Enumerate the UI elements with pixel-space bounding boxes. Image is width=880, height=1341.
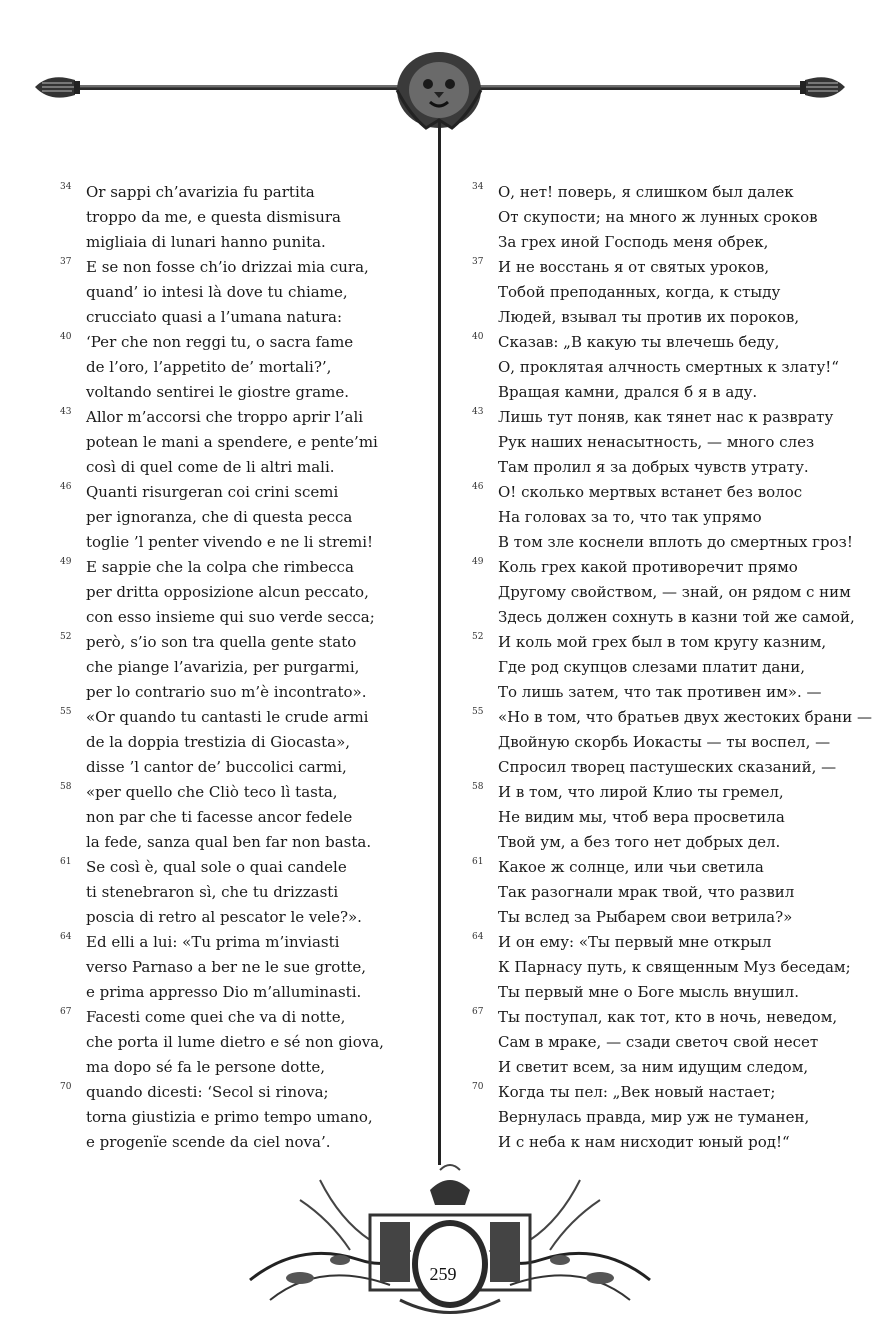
verse-line: Рук наших ненасытность, — много слез	[498, 433, 815, 451]
verse-line: ‘Per che non reggi tu, o sacra fame	[86, 333, 354, 351]
verse-line: Другому свойством, — знай, он рядом с ним	[498, 583, 851, 601]
verse-number: 61	[472, 857, 484, 867]
verse-line: migliaia di lunari hanno punita.	[86, 233, 326, 251]
verse-line: quand’ io intesi là dove tu chiame,	[86, 283, 348, 301]
verse-line: Facesti come quei che va di notte,	[86, 1008, 346, 1026]
italian-text-column	[60, 180, 420, 1155]
verse-line: de l’oro, l’appetito de’ mortali?’,	[86, 358, 332, 376]
verse-line: Твой ум, а без того нет добрых дел.	[498, 833, 781, 851]
verse-number: 49	[472, 557, 484, 567]
pinecone-finial-left-icon	[35, 77, 80, 97]
verse-line: ti stenebraron sì, che tu drizzasti	[86, 883, 339, 901]
stanza	[60, 480, 420, 555]
verse-line: E sappie che la colpa che rimbecca	[86, 558, 354, 576]
stanza	[472, 555, 855, 630]
stanza	[60, 330, 420, 405]
verse-number: 55	[472, 707, 484, 717]
verse-line: la fede, sanza qual ben far non basta.	[86, 833, 372, 851]
verse-line: ma dopo sé fa le persone dotte,	[86, 1058, 326, 1076]
verse-line: «per quello che Cliò teco lì tasta,	[86, 783, 338, 801]
verse-line: voltando sentirei le giostre grame.	[86, 383, 350, 401]
lion-mask-icon	[397, 52, 481, 128]
urn-icon	[430, 1165, 470, 1205]
verse-line: Ты первый мне о Боге мысль внушил.	[498, 983, 799, 1001]
verse-number: 52	[60, 632, 72, 642]
verse-number: 70	[472, 1082, 484, 1092]
pinecone-finial-right-icon	[800, 77, 845, 97]
verse-line: che piange l’avarizia, per purgarmi,	[86, 658, 360, 676]
stanza	[472, 780, 852, 855]
footer-cartouche-ornament	[240, 1160, 660, 1330]
stanza	[472, 180, 852, 255]
verse-line: Вернулась правда, мир уж не туманен,	[498, 1108, 810, 1126]
verse-line: На головах за то, что так упрямо	[498, 508, 762, 526]
stanza	[472, 405, 852, 480]
stanza	[60, 180, 420, 255]
verse-number: 43	[60, 407, 72, 417]
verse-line: potean le mani a spendere, e pente’mi	[86, 433, 378, 451]
stanza	[472, 330, 852, 405]
verse-line: И светит всем, за ним идущим следом,	[498, 1058, 809, 1076]
verse-line: Сам в мраке, — сзади светоч свой несет	[498, 1033, 819, 1051]
stanza	[472, 705, 873, 780]
verse-number: 55	[60, 707, 72, 717]
verse-line: troppo da me, e questa dismisura	[86, 208, 341, 226]
verse-line: Людей, взывал ты против их пороков,	[498, 308, 800, 326]
verse-line: «Or quando tu cantasti le crude armi	[86, 708, 369, 726]
stanza	[472, 630, 852, 705]
verse-line: Коль грех какой противоречит прямо	[498, 558, 798, 576]
stanza	[60, 555, 420, 630]
verse-number: 34	[60, 182, 72, 192]
verse-line: e prima appresso Dio m’alluminasti.	[86, 983, 362, 1001]
verse-line: Не видим мы, чтоб вера просветила	[498, 808, 785, 826]
verse-line: За грех иной Господь меня обрек,	[498, 233, 769, 251]
verse-line: quando dicesti: ‘Secol si rinova;	[86, 1083, 329, 1101]
stanza	[472, 255, 852, 330]
center-divider-line	[438, 120, 441, 1165]
russian-text-column	[472, 180, 873, 1155]
stanza	[472, 1080, 852, 1155]
verse-line: de la doppia trestizia di Giocasta»,	[86, 733, 351, 751]
verse-line: non par che ti facesse ancor fedele	[86, 808, 353, 826]
verse-number: 46	[472, 482, 484, 492]
verse-line: Ed elli a lui: «Tu prima m’inviasti	[86, 933, 340, 951]
verse-line: per dritta opposizione alcun peccato,	[86, 583, 369, 601]
stanza	[472, 480, 852, 555]
verse-line: per lo contrario suo m’è incontrato».	[86, 683, 367, 701]
verse-line: Там пролил я за добрых чувств утрату.	[498, 458, 809, 476]
verse-line: В том зле коснели вплоть до смертных гроз!	[498, 533, 853, 551]
verse-line: Ты вслед за Рыбарем свои ветрила?»	[498, 908, 793, 926]
verse-line: torna giustizia e primo tempo umano,	[86, 1108, 373, 1126]
verse-number: 64	[472, 932, 484, 942]
verse-line: disse ’l cantor de’ buccolici carmi,	[86, 758, 347, 776]
verse-line: Лишь тут поняв, как тянет нас к разврату	[498, 408, 834, 426]
verse-line: И в том, что лирой Клио ты гремел,	[498, 783, 784, 801]
verse-number: 61	[60, 857, 72, 867]
verse-line: Or sappi ch’avarizia fu partita	[86, 183, 315, 201]
verse-number: 67	[60, 1007, 72, 1017]
verse-number: 70	[60, 1082, 72, 1092]
verse-number: 52	[472, 632, 484, 642]
verse-line: Когда ты пел: „Век новый настает;	[498, 1083, 776, 1101]
verse-line: К Парнасу путь, к священным Муз беседам;	[498, 958, 851, 976]
stanza	[60, 930, 420, 1005]
verse-number: 40	[472, 332, 484, 342]
stanza	[60, 630, 420, 705]
stanza	[472, 1005, 852, 1080]
verse-number: 34	[472, 182, 484, 192]
stanza	[60, 1005, 420, 1080]
stanza	[60, 1080, 420, 1155]
verse-line: Какое ж солнце, или чьи светила	[498, 858, 764, 876]
verse-number: 67	[472, 1007, 484, 1017]
page-number: 259	[429, 1264, 457, 1284]
verse-line: Двойную скорбь Иокасты — ты воспел, —	[498, 733, 831, 751]
verse-line: Se così è, qual sole o quai candele	[86, 858, 347, 876]
stanza	[472, 855, 852, 930]
verse-line: И он ему: «Ты первый мне открыл	[498, 933, 772, 951]
verse-number: 46	[60, 482, 72, 492]
stanza	[60, 855, 420, 930]
verse-line: Где род скупцов слезами платит дани,	[498, 658, 806, 676]
stanza	[472, 930, 852, 1005]
verse-line: poscia di retro al pescator le vele?».	[86, 908, 362, 926]
verse-line: Спросил творец пастушеских сказаний, —	[498, 758, 837, 776]
stanza	[60, 705, 420, 780]
verse-line: che porta il lume dietro e sé non giova,	[86, 1033, 384, 1051]
verse-line: О! сколько мертвых встанет без волос	[498, 483, 803, 501]
verse-line: Здесь должен сохнуть в казни той же самой,	[498, 608, 855, 626]
verse-line: От скупости; на много ж лунных сроков	[498, 208, 818, 226]
verse-line: con esso insieme qui suo verde secca;	[86, 608, 375, 626]
verse-line: Вращая камни, дрался б я в аду.	[498, 383, 758, 401]
verse-line: Ты поступал, как тот, кто в ночь, неведом,	[498, 1008, 838, 1026]
verse-line: però, s’io son tra quella gente stato	[86, 633, 357, 651]
verse-line: e progenïe scende da ciel nova’.	[86, 1133, 331, 1151]
verse-line: Тобой преподанных, когда, к стыду	[498, 283, 781, 301]
verse-line: «Но в том, что братьев двух жестоких брани —	[498, 708, 873, 726]
verse-line: То лишь затем, что так противен им». —	[498, 683, 822, 701]
verse-line: Allor m’accorsi che troppo aprir l’ali	[86, 408, 364, 426]
verse-line: Так разогнали мрак твой, что развил	[498, 883, 795, 901]
verse-number: 40	[60, 332, 72, 342]
verse-line: così di quel come de li altri mali.	[86, 458, 335, 476]
verse-number: 64	[60, 932, 72, 942]
stanza	[60, 405, 420, 480]
verse-line: Сказав: „В какую ты влечешь беду,	[498, 333, 780, 351]
verse-line: verso Parnaso a ber ne le sue grotte,	[86, 958, 367, 976]
verse-line: И не восстань я от святых уроков,	[498, 258, 770, 276]
verse-number: 58	[472, 782, 484, 792]
verse-number: 43	[472, 407, 484, 417]
verse-line: И с неба к нам нисходит юный род!“	[498, 1133, 790, 1151]
stanza	[60, 780, 420, 855]
verse-number: 37	[472, 257, 484, 267]
verse-line: О, нет! поверь, я слишком был далек	[498, 183, 794, 201]
verse-line: E se non fosse ch’io drizzai mia cura,	[86, 258, 369, 276]
verse-number: 49	[60, 557, 72, 567]
verse-line: Quanti risurgeran coi crini scemi	[86, 483, 339, 501]
verse-line: crucciato quasi a l’umana natura:	[86, 308, 343, 326]
verse-line: toglie ’l penter vivendo e ne li stremi!	[86, 533, 374, 551]
verse-line: И коль мой грех был в том кругу казним,	[498, 633, 827, 651]
stanza	[60, 255, 420, 330]
verse-number: 37	[60, 257, 72, 267]
verse-line: О, проклятая алчность смертных к злату!“	[498, 358, 839, 376]
verse-number: 58	[60, 782, 72, 792]
verse-line: per ignoranza, che di questa pecca	[86, 508, 353, 526]
